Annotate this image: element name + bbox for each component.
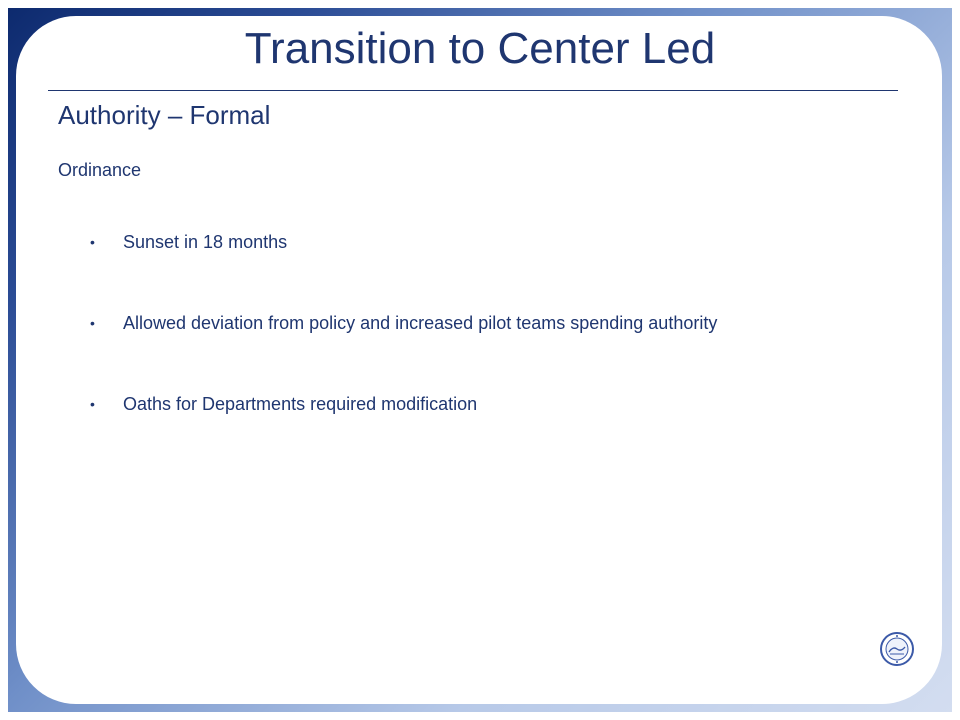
bullet-marker: • xyxy=(90,315,95,331)
bullet-text: Sunset in 18 months xyxy=(123,232,288,252)
county-seal-icon xyxy=(880,632,914,666)
title-divider xyxy=(48,90,898,91)
bullet-text: Allowed deviation from policy and increased pilot teams spending authority xyxy=(123,313,718,333)
bullet-marker: • xyxy=(90,234,95,250)
slide-title: Transition to Center Led xyxy=(244,24,716,73)
bullet-item xyxy=(90,230,910,311)
bullet-text: Oaths for Departments required modification xyxy=(123,394,478,414)
section-label: Ordinance xyxy=(58,160,142,180)
bullet-list xyxy=(90,230,910,473)
bullet-item xyxy=(90,311,910,392)
bullet-marker: • xyxy=(90,396,95,412)
bullet-item xyxy=(90,392,910,473)
slide-subtitle: Authority – Formal xyxy=(58,100,271,130)
